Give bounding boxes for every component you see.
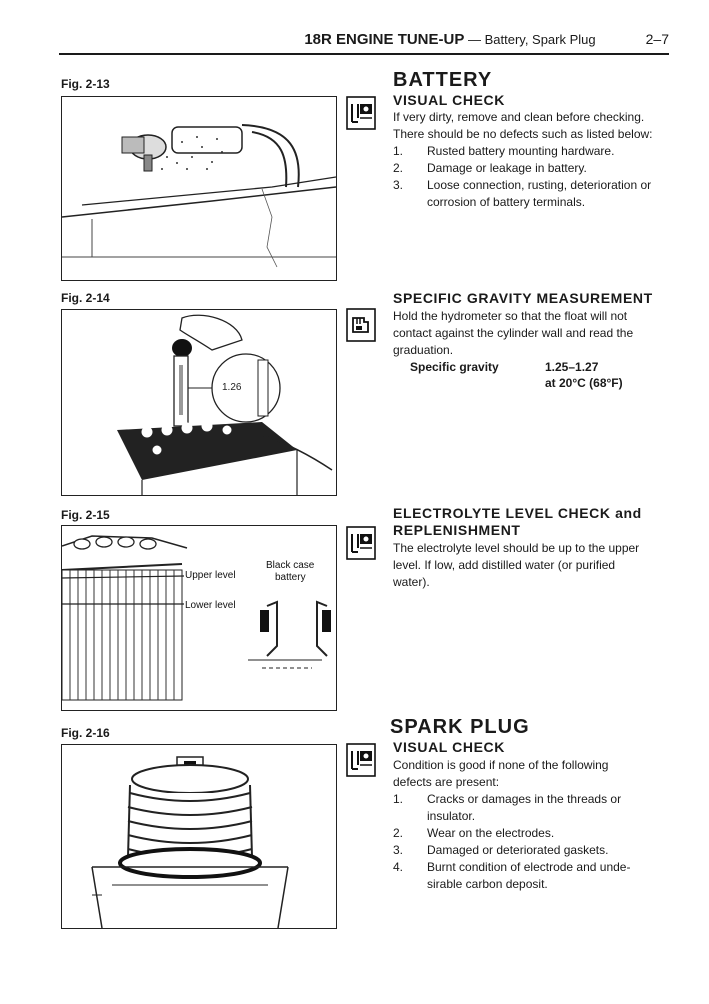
battery-intro-line-2: There should be no defects such as listed below: — [393, 127, 653, 141]
inspect-eye-icon — [346, 96, 376, 130]
battery-defect-list — [393, 143, 673, 211]
page-header — [0, 31, 669, 48]
list-item: 2. Wear on the electrodes. — [393, 826, 555, 840]
spark-plug-visual-check-heading: VISUAL CHECK — [393, 739, 505, 755]
list-item: 3. Damaged or deteriorated gaskets. — [393, 843, 609, 857]
list-item-continuation: insulator. — [427, 809, 476, 823]
header-rule — [59, 53, 669, 55]
fig-2-16-label: Fig. 2-16 — [61, 726, 110, 740]
specific-gravity-spec-label: Specific gravity — [410, 360, 499, 374]
upper-level-label: Upper level — [185, 570, 236, 581]
spark-plug-heading: SPARK PLUG — [390, 716, 530, 738]
black-case-label: Black case — [266, 560, 315, 571]
inspect-eye-icon — [346, 526, 376, 560]
specific-gravity-spec-value: 1.25–1.27 at 20°C (68°F) — [545, 360, 623, 390]
header-subtitle: Battery, Spark Plug — [484, 32, 596, 47]
measure-hand-icon — [346, 308, 376, 342]
page-number: 2–7 — [645, 31, 669, 47]
fig-2-13-battery-terminal-illustration — [61, 96, 337, 281]
fig-2-14-label: Fig. 2-14 — [61, 291, 110, 305]
list-item-continuation: sirable carbon deposit. — [427, 877, 548, 891]
fig-2-15-label: Fig. 2-15 — [61, 508, 110, 522]
specific-gravity-text: Hold the hydrometer so that the float will not contact against the cylinder wall and read the graduation. — [393, 309, 634, 357]
fig-2-13-label: Fig. 2-13 — [61, 77, 110, 91]
electrolyte-heading: ELECTROLYTE LEVEL CHECK and REPLENISHMENT — [393, 505, 642, 538]
list-item: 1. Cracks or damages in the threads or — [393, 792, 622, 806]
list-item-continuation: corrosion of battery terminals. — [427, 195, 586, 209]
list-item: 1. Rusted battery mounting hardware. — [393, 144, 615, 158]
fig-2-15-electrolyte-level-illustration — [61, 525, 337, 711]
black-case-battery-label: battery — [275, 572, 306, 583]
battery-heading: BATTERY — [393, 69, 493, 91]
spark-plug-intro: Condition is good if none of the following defects are present: — [393, 758, 609, 789]
battery-visual-check-heading: VISUAL CHECK — [393, 92, 505, 108]
inspect-eye-icon — [346, 743, 376, 777]
list-item: 3. Loose connection, rusting, deterioration or — [393, 178, 652, 192]
hydrometer-scale-text: 1.26 — [222, 382, 242, 393]
fig-2-14-hydrometer-illustration — [61, 309, 337, 496]
electrolyte-text: The electrolyte level should be up to the upper level. If low, add distilled water (or purified water). — [393, 541, 640, 589]
battery-visual-check-intro — [393, 109, 671, 143]
lower-level-label: Lower level — [185, 600, 236, 611]
specific-gravity-heading: SPECIFIC GRAVITY MEASUREMENT — [393, 290, 653, 306]
list-item: 4. Burnt condition of electrode and unde- — [393, 860, 631, 874]
spark-plug-defect-list — [393, 791, 673, 893]
fig-2-16-spark-plug-illustration — [61, 744, 337, 929]
header-dash: — — [464, 32, 485, 47]
list-item: 2. Damage or leakage in battery. — [393, 161, 587, 175]
header-title: 18R ENGINE TUNE-UP — [304, 31, 465, 48]
battery-intro-line-1: If very dirty, remove and clean before checking. — [393, 110, 645, 124]
